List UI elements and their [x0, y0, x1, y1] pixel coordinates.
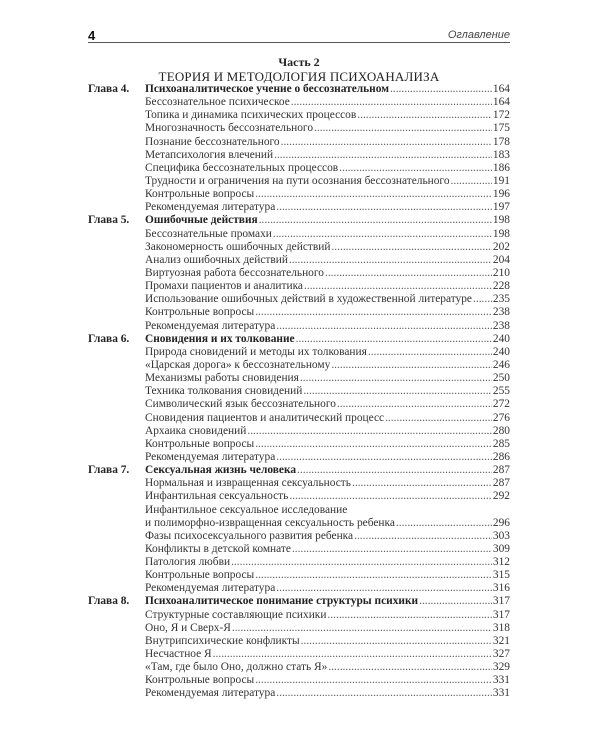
- dot-leader: [419, 595, 492, 608]
- running-title: Оглавление: [447, 29, 510, 41]
- dot-leader: [276, 451, 492, 464]
- section-title: Структурные составляющие психики: [145, 608, 327, 621]
- toc-section-row: [88, 162, 510, 175]
- section-title: Трудности и ограничения на пути осознания бессознательного: [145, 174, 450, 187]
- section-title: Бессознательное психическое: [145, 96, 290, 109]
- dot-leader: [276, 582, 492, 595]
- dot-leader: [289, 490, 492, 503]
- page-ref: 240: [492, 332, 510, 345]
- section-title: Рекомендуемая литература: [145, 450, 276, 463]
- page-ref: 210: [492, 266, 510, 279]
- chapter-label: Глава 8.: [88, 595, 130, 608]
- section-entry[interactable]: [145, 451, 510, 464]
- section-entry[interactable]: [145, 438, 510, 451]
- toc-section-row: [88, 556, 510, 569]
- dot-leader: [292, 543, 492, 556]
- page-ref: 183: [492, 148, 510, 161]
- section-title: Метапсихология влечений: [145, 148, 274, 161]
- toc-chapter-row: [88, 214, 510, 227]
- dot-leader: [325, 267, 492, 280]
- page-ref: 312: [492, 556, 510, 569]
- section-entry[interactable]: [145, 306, 510, 319]
- section-title: Рекомендуемая литература: [145, 582, 276, 595]
- section-entry[interactable]: [145, 122, 510, 135]
- chapter-title: Сновидения и их толкование: [145, 332, 295, 345]
- toc-section-row: [88, 175, 510, 188]
- page-ref: 202: [492, 240, 510, 253]
- section-title: Нормальная и извращенная сексуальность: [145, 477, 351, 490]
- section-title: Несчастное Я: [145, 648, 212, 661]
- chapter-entry[interactable]: [145, 595, 510, 608]
- page-ref: 318: [492, 621, 510, 634]
- page-ref: 315: [492, 569, 510, 582]
- toc-section-row: [88, 635, 510, 648]
- section-entry[interactable]: [145, 201, 510, 214]
- chapter-title: Психоаналитическое учение о бессознательном: [145, 83, 389, 95]
- section-title: Закономерность ошибочных действий: [145, 240, 331, 253]
- toc-section-row: [88, 622, 510, 635]
- section-entry[interactable]: [145, 96, 510, 109]
- section-title: Оно, Я и Сверх-Я: [145, 621, 231, 634]
- toc-section-row: [88, 241, 510, 254]
- toc-section-row: [88, 109, 510, 122]
- page-ref: 331: [492, 687, 510, 700]
- dot-leader: [357, 109, 492, 122]
- dot-leader: [304, 280, 492, 293]
- dot-leader: [255, 438, 492, 451]
- dot-leader: [354, 530, 492, 543]
- chapter-title: Психоаналитическое понимание структуры психики: [145, 595, 419, 608]
- toc-section-row: [88, 136, 510, 149]
- toc-section-row: [88, 306, 510, 319]
- section-title: Контрольные вопросы: [145, 674, 255, 687]
- section-entry[interactable]: [145, 622, 510, 635]
- section-entry[interactable]: [145, 674, 510, 687]
- section-title: Сновидения пациентов и аналитический процесс: [145, 411, 385, 424]
- chapter-label: Глава 5.: [88, 214, 130, 227]
- page-ref: 198: [492, 227, 510, 240]
- dot-leader: [289, 254, 492, 267]
- page-ref: 317: [492, 595, 510, 608]
- page-ref: 164: [492, 96, 510, 109]
- toc-section-row: [88, 385, 510, 398]
- dot-leader: [314, 122, 492, 135]
- section-title: Рекомендуемая литература: [145, 201, 276, 214]
- dot-leader: [300, 372, 492, 385]
- dot-leader: [274, 149, 492, 162]
- page-ref: 196: [492, 188, 510, 201]
- page-ref: 250: [492, 372, 510, 385]
- dot-leader: [385, 412, 492, 425]
- chapter-entry[interactable]: [145, 464, 510, 477]
- dot-leader: [255, 569, 492, 582]
- section-title: Анализ ошибочных действий: [145, 253, 288, 266]
- page-ref: 240: [492, 345, 510, 358]
- section-title: Техника толкования сновидений: [145, 385, 303, 398]
- dot-leader: [231, 556, 492, 569]
- toc-section-row: [88, 517, 510, 530]
- toc-section-row: [88, 438, 510, 451]
- section-entry[interactable]: [145, 346, 510, 359]
- section-entry[interactable]: [145, 609, 510, 622]
- page-ref: 228: [492, 280, 510, 293]
- section-entry[interactable]: [145, 267, 510, 280]
- dot-leader: [451, 175, 492, 188]
- page-ref: 317: [492, 608, 510, 621]
- page-ref: 296: [492, 516, 510, 529]
- section-entry[interactable]: [145, 569, 510, 582]
- page-ref: 331: [492, 674, 510, 687]
- toc-section-row: [88, 477, 510, 490]
- section-entry[interactable]: [145, 477, 510, 490]
- section-title: Механизмы работы сновидения: [145, 372, 299, 385]
- page-ref: 204: [492, 253, 510, 266]
- section-title: Специфика бессознательных процессов: [145, 161, 339, 174]
- toc-section-row: [88, 149, 510, 162]
- dot-leader: [296, 333, 492, 346]
- page-ref: 286: [492, 450, 510, 463]
- dot-leader: [297, 464, 492, 477]
- section-entry[interactable]: [145, 412, 510, 425]
- page-ref: 329: [492, 661, 510, 674]
- section-title: Бессознательные промахи: [145, 227, 272, 240]
- toc-section-row: [88, 96, 510, 109]
- section-entry[interactable]: [145, 543, 510, 556]
- section-entry[interactable]: [145, 293, 510, 306]
- dot-leader: [331, 241, 491, 254]
- toc-section-row: [88, 609, 510, 622]
- toc-section-row: [88, 661, 510, 674]
- toc-section-row: [88, 359, 510, 372]
- page-ref: 309: [492, 542, 510, 555]
- dot-leader: [303, 385, 492, 398]
- page-ref: 321: [492, 634, 510, 647]
- dot-leader: [291, 96, 492, 109]
- chapter-entry[interactable]: [145, 333, 510, 346]
- section-entry[interactable]: [145, 425, 510, 438]
- section-title: Контрольные вопросы: [145, 437, 255, 450]
- page-ref: 255: [492, 385, 510, 398]
- dot-leader: [232, 622, 492, 635]
- section-title: Топика и динамика психических процессов: [145, 109, 357, 122]
- toc-section-row: [88, 674, 510, 687]
- page-ref: 178: [492, 135, 510, 148]
- section-title: Контрольные вопросы: [145, 306, 255, 319]
- toc-section-row: [88, 254, 510, 267]
- section-title: Инфантильная сексуальность: [145, 490, 289, 503]
- dot-leader: [276, 320, 492, 333]
- dot-leader: [273, 228, 492, 241]
- dot-leader: [259, 214, 492, 227]
- page-ref: 164: [492, 83, 510, 95]
- section-entry[interactable]: [145, 228, 510, 241]
- section-title: Фазы психосексуального развития ребенка: [145, 529, 354, 542]
- toc-chapter-row: [88, 333, 510, 346]
- page-ref: 303: [492, 529, 510, 542]
- toc-section-row: [88, 530, 510, 543]
- chapter-title: Сексуальная жизнь человека: [145, 464, 297, 477]
- part-title: ТЕОРИЯ И МЕТОДОЛОГИЯ ПСИХОАНАЛИЗА: [158, 69, 440, 84]
- dot-leader: [255, 674, 492, 687]
- dot-leader: [473, 293, 492, 306]
- chapter-label: Глава 4.: [88, 83, 130, 95]
- section-title: Конфликты в детской комнате: [145, 542, 291, 555]
- section-entry[interactable]: [145, 687, 510, 700]
- dot-leader: [328, 661, 492, 674]
- page-ref: 327: [492, 648, 510, 661]
- chapter-label: Глава 7.: [88, 464, 130, 477]
- section-title: Многозначность бессознательного: [145, 122, 314, 135]
- section-entry[interactable]: [145, 188, 510, 201]
- section-entry[interactable]: [145, 320, 510, 333]
- section-entry[interactable]: [145, 661, 510, 674]
- dot-leader: [276, 201, 492, 214]
- page-ref: 287: [492, 464, 510, 477]
- section-title: Природа сновидений и методы их толкования: [145, 345, 367, 358]
- section-entry[interactable]: [145, 372, 510, 385]
- toc-section-row: [88, 412, 510, 425]
- section-title: Инфантильное сексуальное исследование: [145, 503, 348, 516]
- page-ref: 285: [492, 437, 510, 450]
- toc-section-row: [88, 372, 510, 385]
- dot-leader: [337, 398, 492, 411]
- section-entry[interactable]: [145, 517, 510, 530]
- toc-section-row: [88, 122, 510, 135]
- section-entry[interactable]: [145, 136, 510, 149]
- section-title: Познание бессознательного: [145, 135, 280, 148]
- toc-chapter-row: [88, 83, 510, 96]
- toc-section-row: [88, 504, 510, 517]
- page-ref: 191: [492, 174, 510, 187]
- dot-leader: [213, 648, 492, 661]
- page-ref: 287: [492, 477, 510, 490]
- page-ref: 246: [492, 358, 510, 371]
- page-ref: 316: [492, 582, 510, 595]
- section-entry[interactable]: [145, 490, 510, 503]
- dot-leader: [281, 136, 492, 149]
- dot-leader: [368, 346, 492, 359]
- section-entry[interactable]: [145, 530, 510, 543]
- toc-section-row: [88, 569, 510, 582]
- page-number: 4: [88, 28, 96, 43]
- section-entry[interactable]: [145, 254, 510, 267]
- toc-chapter-row: [88, 464, 510, 477]
- toc-chapter-row: [88, 595, 510, 608]
- toc-section-row: [88, 687, 510, 700]
- page-ref: 276: [492, 411, 510, 424]
- section-title: «Там, где было Оно, должно стать Я»: [145, 661, 328, 674]
- toc-section-row: [88, 490, 510, 503]
- section-entry[interactable]: [145, 398, 510, 411]
- page-ref: 292: [492, 490, 510, 503]
- section-title: Виртуозная работа бессознательного: [145, 266, 324, 279]
- dot-leader: [247, 425, 492, 438]
- chapter-entry[interactable]: [145, 83, 510, 96]
- section-entry[interactable]: [145, 582, 510, 595]
- dot-leader: [301, 635, 492, 648]
- section-entry[interactable]: [145, 635, 510, 648]
- section-entry[interactable]: [145, 359, 510, 372]
- section-entry[interactable]: [145, 175, 510, 188]
- dot-leader: [396, 517, 492, 530]
- section-title: Внутрипсихические конфликты: [145, 634, 300, 647]
- dot-leader: [339, 162, 492, 175]
- dot-leader: [255, 306, 492, 319]
- toc-section-row: [88, 425, 510, 438]
- page-ref: 235: [492, 293, 510, 306]
- section-entry[interactable]: [145, 280, 510, 293]
- toc-section-row: [88, 648, 510, 661]
- toc-section-row: [88, 543, 510, 556]
- section-title: Промахи пациентов и аналитика: [145, 280, 303, 293]
- part-label: Часть 2: [278, 55, 320, 69]
- page-ref: 272: [492, 398, 510, 411]
- dot-leader: [390, 83, 492, 96]
- toc-section-row: [88, 228, 510, 241]
- toc-section-row: [88, 201, 510, 214]
- page-ref: 198: [492, 214, 510, 227]
- toc-section-row: [88, 267, 510, 280]
- section-entry-line1: [145, 504, 510, 517]
- toc-section-row: [88, 451, 510, 464]
- page-ref: 175: [492, 122, 510, 135]
- section-title: Контрольные вопросы: [145, 569, 255, 582]
- page-ref: 238: [492, 306, 510, 319]
- section-title: Использование ошибочных действий в художественной литературе: [145, 293, 472, 306]
- section-title: Контрольные вопросы: [145, 188, 255, 201]
- section-entry[interactable]: [145, 109, 510, 122]
- section-title: Рекомендуемая литература: [145, 687, 276, 700]
- toc-section-row: [88, 293, 510, 306]
- section-title: Архаика сновидений: [145, 424, 247, 437]
- section-title: Патология любви: [145, 556, 231, 569]
- toc-section-row: [88, 280, 510, 293]
- table-of-contents: [88, 83, 510, 701]
- section-entry[interactable]: [145, 556, 510, 569]
- chapter-label: Глава 6.: [88, 332, 130, 345]
- page-ref: 186: [492, 161, 510, 174]
- page-ref: 197: [492, 201, 510, 214]
- toc-section-row: [88, 398, 510, 411]
- section-title: «Царская дорога» к бессознательному: [145, 358, 331, 371]
- chapter-title: Ошибочные действия: [145, 214, 258, 227]
- toc-section-row: [88, 320, 510, 333]
- page-header: [88, 28, 510, 43]
- dot-leader: [352, 477, 492, 490]
- section-entry[interactable]: [145, 162, 510, 175]
- section-title: Символический язык бессознательного: [145, 398, 336, 411]
- dot-leader: [331, 359, 492, 372]
- section-entry[interactable]: [145, 241, 510, 254]
- dot-leader: [255, 188, 492, 201]
- chapter-entry[interactable]: [145, 214, 510, 227]
- page-ref: 238: [492, 319, 510, 332]
- toc-section-row: [88, 582, 510, 595]
- dot-leader: [276, 687, 492, 700]
- toc-section-row: [88, 346, 510, 359]
- toc-section-row: [88, 188, 510, 201]
- section-title: и полиморфно-извращенная сексуальность ребенка: [145, 516, 395, 529]
- page-ref: 280: [492, 424, 510, 437]
- page-ref: 172: [492, 109, 510, 122]
- dot-leader: [327, 609, 491, 622]
- section-entry[interactable]: [145, 385, 510, 398]
- section-entry[interactable]: [145, 149, 510, 162]
- section-title: Рекомендуемая литература: [145, 319, 276, 332]
- section-entry[interactable]: [145, 648, 510, 661]
